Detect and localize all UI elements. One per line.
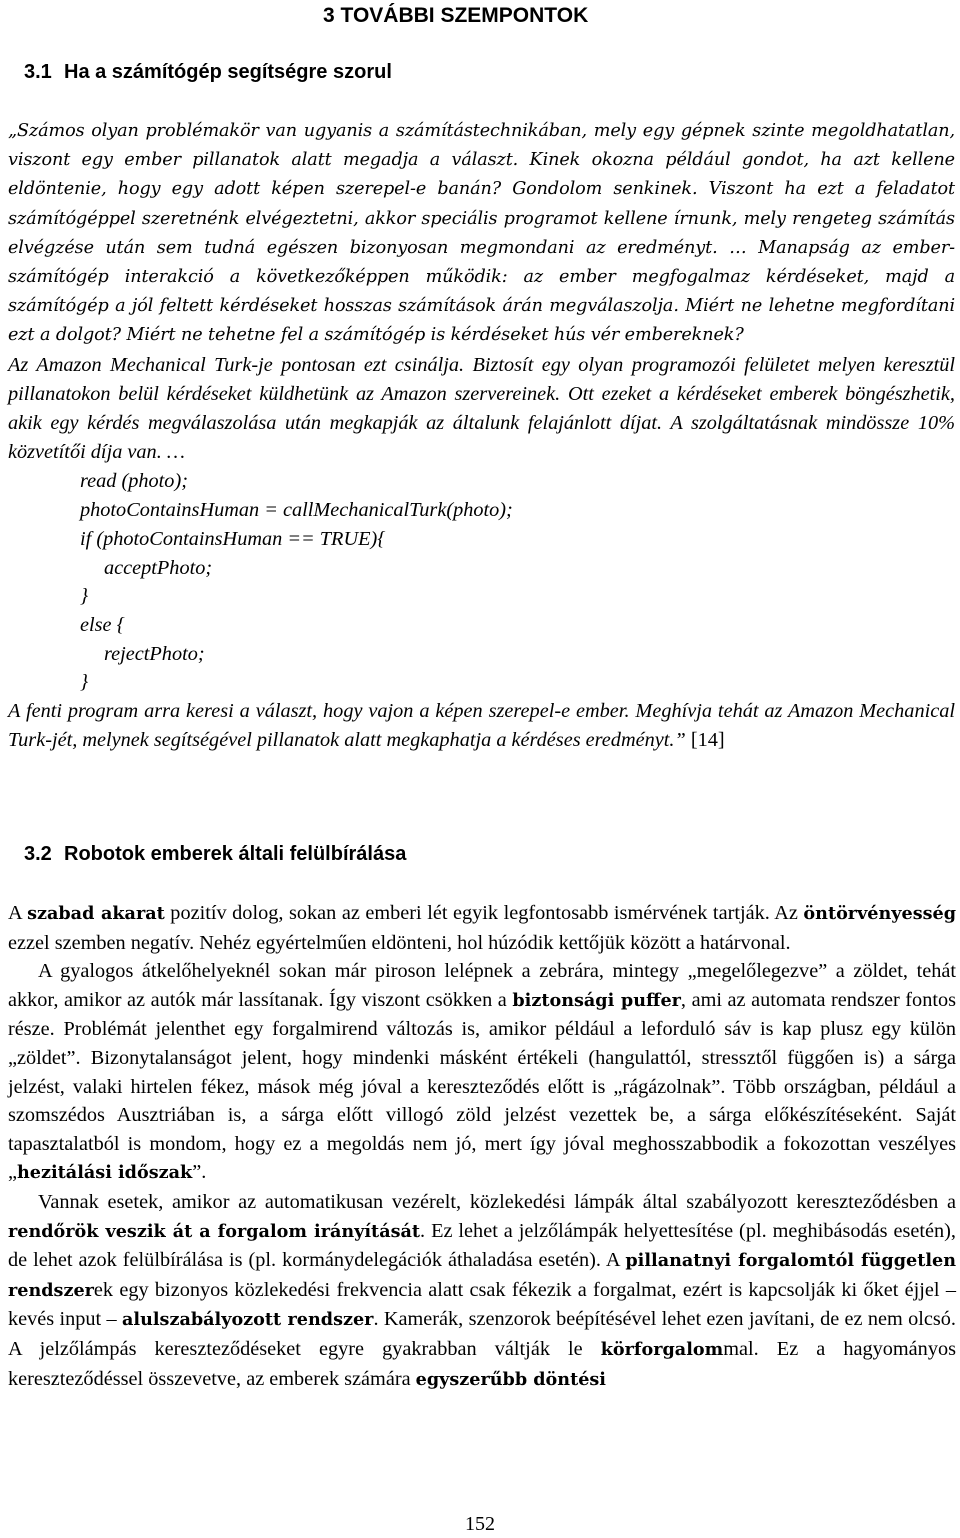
emphasized-term: öntörvényesség	[803, 903, 957, 924]
emphasized-term: alulszabályozott rendszer	[121, 1309, 374, 1331]
code-line: else {	[80, 613, 125, 636]
text-run: mal. Ez a hagyományos kereszteződéssel összevetve, az emberek számára	[8, 1337, 956, 1390]
text-run: ”.	[192, 1161, 207, 1184]
pseudo-code-block	[8, 467, 955, 697]
code-line: acceptPhoto;	[104, 556, 213, 579]
quote-closing-text	[8, 697, 955, 755]
code-line: read (photo);	[80, 470, 188, 493]
section-heading-3-1	[24, 61, 392, 84]
section-heading-3-2	[24, 843, 406, 866]
section-title: Ha a számítógép segítségre szorul	[64, 61, 392, 83]
text-run: , ami az automata rendszer fontos része. Problémát jelenthet egy forgalmirend változás is, amikor például a leforduló sáv is kap plusz egy külön „zöldet”. Bizonytalanságot jelent, hogy mindenki másként értékeli (hangulattól, stressztől függően is) a sárga jelzést, valaki hirtelen fékez, mások még jóval a kereszteződés előtt is „rágázolnak”. Több országban, például a szomszédos Ausztriában is, a sárga előtt villogó zöld jelzést vezettek be, a sárga előkészítéseként. Saját tapasztalatból is mondom, hogy ez a megoldás nem jó, mert így jóval meghosszabbodik a fokozottan veszélyes „	[8, 988, 957, 1184]
text-run: ezzel szemben negatív. Nehéz egyértelműen eldönteni, hol húzódik kettőjük között a határvonal.	[8, 931, 791, 954]
section-number: 3.1	[24, 61, 52, 83]
text-run: A	[8, 902, 28, 924]
text-run: . Ez lehet a jelzőlámpák helyettesítése (pl. meghibásodás esetén), de lehet azok felülbírálása is (pl. kormánydelegációk áthaladása esetén). A	[8, 1219, 956, 1272]
chapter-title: 3 TOVÁBBI SZEMPONTOK	[323, 4, 589, 27]
text-run: . Kamerák, szenzorok beépítésével lehet ezen javítani, de ez nem olcsó. A jelzőlámpás kereszteződéseket egyre gyakrabban váltják le	[8, 1308, 956, 1360]
citation: [14]	[690, 729, 725, 752]
code-line: }	[80, 585, 89, 608]
code-line: rejectPhoto;	[104, 642, 205, 665]
emphasized-term: körforgalom	[600, 1338, 724, 1360]
emphasized-term: biztonsági puffer	[512, 989, 681, 1011]
section-body	[8, 899, 956, 1394]
code-line: if (photoContainsHuman == TRUE){	[80, 527, 386, 550]
paragraph	[8, 957, 956, 1188]
text-run: A gyalogos átkelőhelyeknél sokan már piroson lelépnek a zebrára, mintegy „megelőlegezve” a zöldet, tehát akkor, amikor az autók már lassítanak. Így viszont csökken a	[8, 960, 956, 1011]
paragraph	[8, 1188, 956, 1394]
emphasized-term: szabad akarat	[27, 903, 165, 924]
emphasized-term: rendőrök veszik át a forgalom irányítását	[8, 1220, 421, 1242]
text-run: ek egy bizonyos közlekedési frekvencia alatt csak fékezik a forgalmat, ezért is kapcsolják ki őket éjjel – kevés input –	[8, 1278, 956, 1331]
paragraph	[8, 899, 956, 957]
quote-continued-text: Az Amazon Mechanical Turk-je pontosan ezt csinálja. Biztosít egy olyan programozói felületet melyen keresztül pillanatokon belül kérdéseket küldhetünk az Amazon szervereinek. Ott ezeket a kérdéseket emberek böngészhetik, akik egy kérdés megválaszolása után megkapják az általunk felajánlott díjat. A szolgáltatásnak mindössze 10% közvetítői díja van. …	[8, 353, 955, 464]
text-run: pozitív dolog, sokan az emberi lét egyik legfontosabb ismérvének tartják. Az	[164, 902, 804, 924]
text-run: Vannak esetek, amikor az automatikusan vezérelt, közlekedési lámpák által szabályozott kereszteződésben a	[38, 1190, 956, 1213]
quote-closing-sentence: A fenti program arra keresi a választ, hogy vajon a képen szerepel-e ember. Meghívja tehát az Amazon Mechanical Turk-jét, melynek segítségével pillanatok alatt megkaphatja a kérdéses eredményt.”	[8, 700, 955, 752]
emphasized-term: egyszerűbb döntési	[415, 1368, 606, 1390]
emphasized-term: pillanatnyi forgalomtól független rendszer	[8, 1250, 956, 1301]
page-number: 152	[465, 1513, 495, 1535]
code-line: }	[80, 671, 89, 694]
emphasized-term: hezitálási időszak	[17, 1162, 193, 1184]
code-line: photoContainsHuman = callMechanicalTurk(photo);	[80, 499, 513, 522]
quote-italic-text: „Számos olyan problémakör van ugyanis a számítástechnikában, mely egy gépnek szinte megoldhatatlan, viszont egy ember pillanatok alatt megadja a választ. Kinek okozna például gondot, ha azt kellene eldöntenie, hogy egy adott képen szerepel-e banán? Gondolom senkinek. Viszont ha ezt a feladatot számítógéppel szeretnénk elvégeztetni, akkor speciális programot kellene írnunk, mely rengeteg számítás elvégzése után sem tudná egészen bizonyosan megmondani az eredményt. … Manapság az ember-számítógép interakció a következőképpen működik: az ember megfogalmaz kérdéseket, majd a számítógép a jól feltett kérdéseket hosszas számítások árán megválaszolja. Miért ne lehetne megfordítani ezt a dolgot? Miért ne tehetne fel a számítógép is kérdéseket hús vér embereknek?	[8, 121, 955, 346]
section-title: Robotok emberek általi felülbírálása	[64, 843, 407, 865]
quote-block	[8, 117, 955, 755]
section-number: 3.2	[24, 843, 52, 865]
